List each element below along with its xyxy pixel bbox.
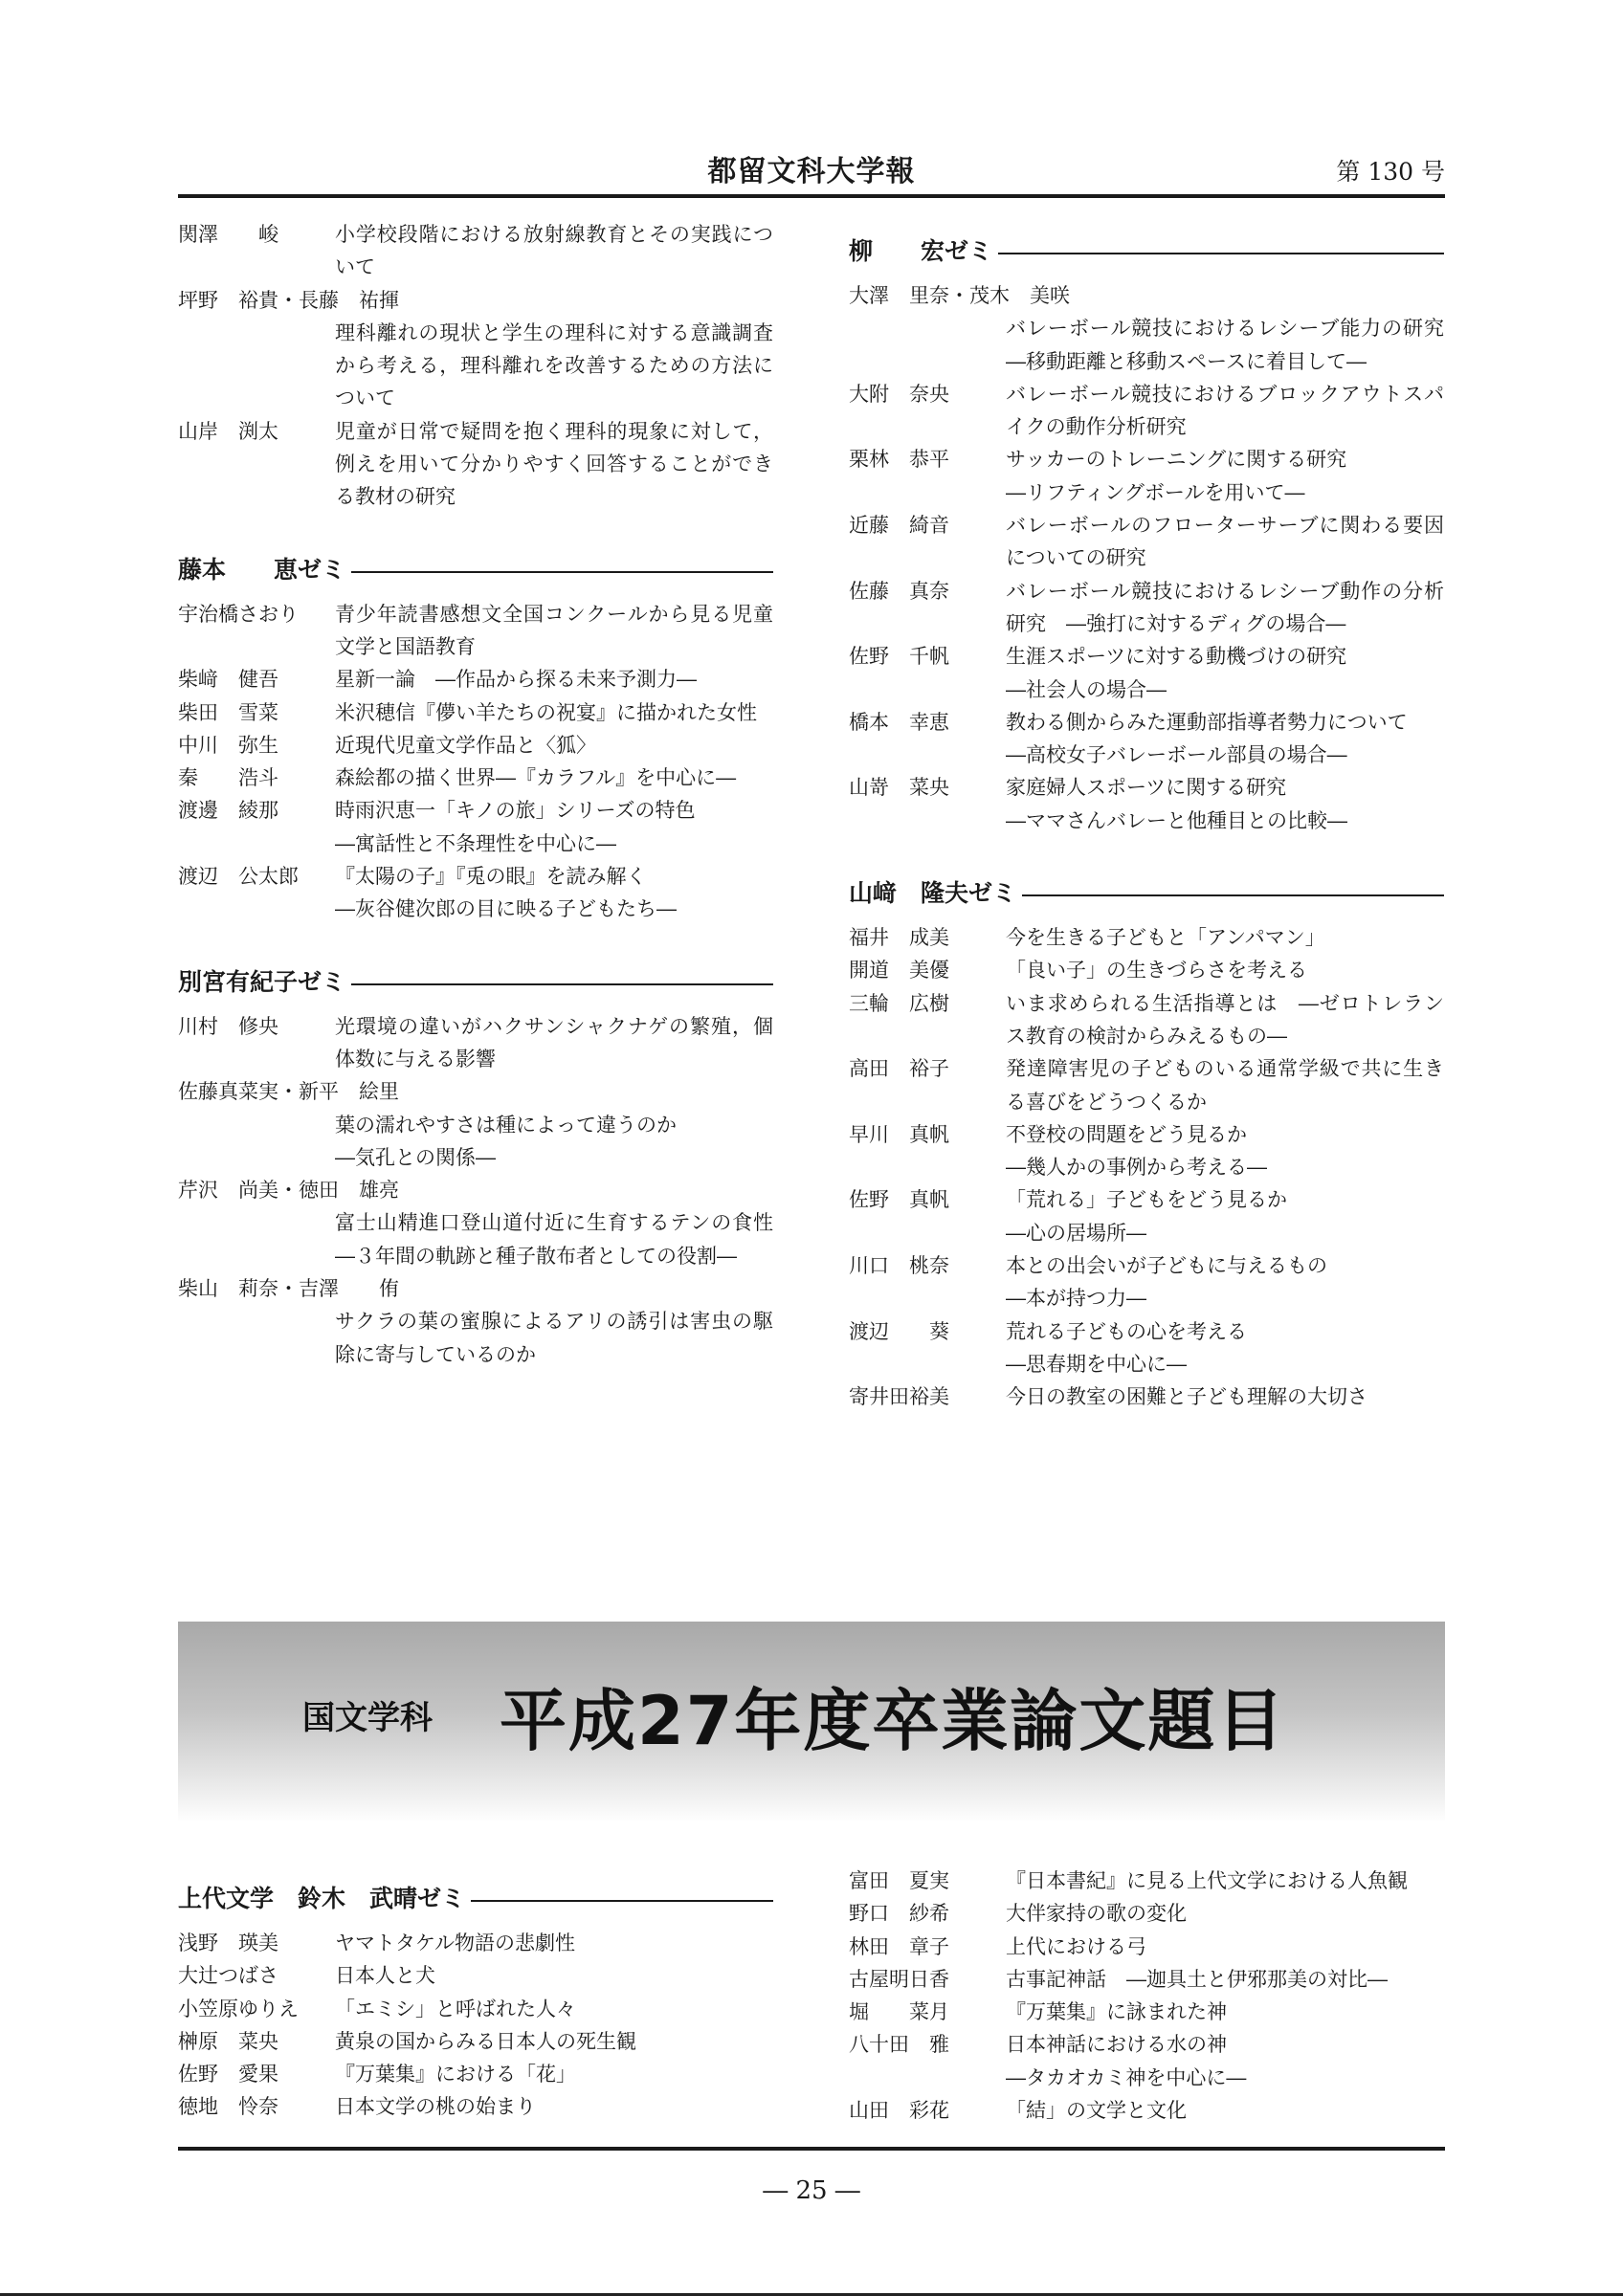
thesis-title: 教わる側からみた運動部指導者勢力について bbox=[1006, 710, 1408, 734]
thesis-title: 星新一論 ―作品から探る未来予測力― bbox=[335, 668, 697, 692]
thesis-entry bbox=[849, 1315, 1444, 1348]
thesis-title: ―ママさんバレーと他種目との比較― bbox=[1006, 808, 1347, 832]
thesis-title: 森絵都の描く世界―『カラフル』を中心に― bbox=[335, 766, 737, 790]
thesis-title: 日本文学の桃の始まり bbox=[335, 2095, 536, 2119]
thesis-title: 光環境の違いがハクサンシャクナゲの繁殖，個体数に与える影響 bbox=[335, 1014, 773, 1071]
thesis-subtitle bbox=[849, 1217, 1444, 1249]
thesis-entry bbox=[178, 1272, 773, 1305]
continuation-block bbox=[178, 218, 773, 514]
student-name: 佐野 真帆 bbox=[849, 1188, 949, 1212]
student-name: 栗林 恭平 bbox=[849, 448, 949, 472]
header-rule bbox=[178, 194, 1445, 198]
thesis-title: 富士山精進口登山道付近に生育するテンの食性 ―３年間の軌跡と種子散布者としての役割― bbox=[335, 1211, 793, 1268]
student-name: 大附 奈央 bbox=[849, 382, 949, 406]
student-name: 橋本 幸恵 bbox=[849, 710, 949, 734]
thesis-title: 近現代児童文学作品と〈狐〉 bbox=[335, 733, 596, 757]
student-name: 渡辺 葵 bbox=[849, 1319, 949, 1343]
student-name: 早川 真帆 bbox=[849, 1122, 949, 1146]
thesis-title: 上代における弓 bbox=[1006, 1934, 1146, 1958]
thesis-title: 家庭婦人スポーツに関する研究 bbox=[1006, 776, 1287, 800]
thesis-entry bbox=[178, 762, 773, 794]
thesis-subtitle bbox=[849, 1151, 1444, 1183]
thesis-entry bbox=[849, 378, 1444, 444]
student-name: 徳地 怜奈 bbox=[178, 2095, 278, 2119]
page-number: ― 25 ― bbox=[763, 2176, 860, 2205]
thesis-entry bbox=[849, 921, 1444, 954]
seminar-heading bbox=[178, 556, 773, 585]
student-name: 大辻つばさ bbox=[178, 1964, 278, 1988]
thesis-title: ―社会人の場合― bbox=[1006, 677, 1167, 701]
upper-right-column bbox=[849, 237, 1464, 1414]
thesis-subtitle bbox=[178, 828, 773, 860]
thesis-entry bbox=[849, 443, 1444, 475]
thesis-title: 今日の教室の困難と子ども理解の大切さ bbox=[1006, 1385, 1367, 1409]
page-header bbox=[178, 142, 1445, 195]
student-name: 野口 紗希 bbox=[849, 1902, 949, 1926]
thesis-subtitle bbox=[849, 2062, 1444, 2094]
thesis-title: 「荒れる」子どもをどう見るか bbox=[1006, 1188, 1287, 1212]
student-name: 佐藤 真奈 bbox=[849, 579, 949, 603]
thesis-subtitle bbox=[849, 805, 1444, 837]
footer-rule bbox=[178, 2147, 1445, 2151]
thesis-title: 古事記神話 ―迦具土と伊邪那美の対比― bbox=[1006, 1967, 1388, 1991]
student-name: 小笠原ゆりえ bbox=[178, 1997, 299, 2020]
thesis-entry bbox=[849, 575, 1444, 641]
student-name: 大澤 里奈・茂木 美咲 bbox=[849, 284, 1070, 307]
student-name: 佐藤真菜実・新平 絵里 bbox=[178, 1080, 399, 1104]
thesis-title: 発達障害児の子どものいる通常学級で共に生きる喜びをどうつくるか bbox=[1006, 1057, 1444, 1114]
thesis-subtitle bbox=[849, 476, 1444, 509]
thesis-entry bbox=[849, 771, 1444, 804]
thesis-title: 不登校の問題をどう見るか bbox=[1006, 1122, 1247, 1146]
thesis-entry bbox=[849, 1118, 1444, 1151]
thesis-title: 日本人と犬 bbox=[335, 1964, 435, 1988]
student-name: 山岸 渕太 bbox=[178, 419, 278, 443]
thesis-entry bbox=[178, 284, 773, 317]
thesis-entry bbox=[849, 1183, 1444, 1216]
student-name: 関澤 峻 bbox=[178, 223, 278, 246]
lower-left-column bbox=[178, 1885, 773, 2124]
student-name: 林田 章子 bbox=[849, 1934, 949, 1958]
student-name: 堀 菜月 bbox=[849, 2000, 949, 2024]
thesis-subtitle bbox=[178, 1141, 773, 1174]
thesis-entry bbox=[849, 706, 1444, 739]
student-name: 川口 桃奈 bbox=[849, 1254, 949, 1278]
section-banner bbox=[178, 1622, 1445, 1822]
thesis-entry bbox=[849, 2028, 1444, 2061]
thesis-entry bbox=[178, 860, 773, 893]
thesis-title: 時雨沢恵一「キノの旅」シリーズの特色 bbox=[335, 799, 696, 823]
student-name: 秦 浩斗 bbox=[178, 766, 278, 790]
seminar-section bbox=[849, 879, 1444, 1413]
thesis-title: ―灰谷健次郎の目に映る子どもたち― bbox=[335, 897, 677, 921]
thesis-title: サッカーのトレーニングに関する研究 bbox=[1006, 448, 1347, 472]
thesis-entry bbox=[178, 1959, 773, 1992]
thesis-title: ―寓話性と不条理性を中心に― bbox=[335, 831, 616, 855]
seminar-heading bbox=[178, 1885, 773, 1913]
seminar-title: 別宮有紀子ゼミ bbox=[178, 968, 351, 997]
student-name: 柴山 莉奈・吉澤 侑 bbox=[178, 1277, 399, 1301]
student-name: 山嵜 菜央 bbox=[849, 776, 949, 800]
thesis-entry bbox=[849, 509, 1444, 575]
thesis-entry bbox=[178, 1010, 773, 1076]
thesis-subtitle bbox=[178, 1305, 773, 1371]
upper-left-column bbox=[178, 218, 793, 1371]
thesis-entry bbox=[849, 1865, 1444, 1897]
student-name: 佐野 愛果 bbox=[178, 2063, 278, 2086]
seminar-section bbox=[849, 237, 1464, 837]
thesis-title: 「エミシ」と呼ばれた人々 bbox=[335, 1997, 576, 2020]
thesis-entry bbox=[849, 279, 1444, 312]
thesis-title: 『万葉集』に詠まれた神 bbox=[1006, 2000, 1227, 2024]
seminar-section bbox=[178, 556, 773, 926]
thesis-subtitle bbox=[178, 1206, 793, 1272]
thesis-subtitle bbox=[178, 1109, 773, 1141]
thesis-entry bbox=[178, 2025, 773, 2058]
student-name: 柴田 雪菜 bbox=[178, 700, 278, 724]
banner-department: 国文学科 bbox=[302, 1699, 433, 1737]
thesis-title: 「良い子」の生きづらさを考える bbox=[1006, 959, 1307, 982]
student-name: 高田 裕子 bbox=[849, 1057, 949, 1081]
thesis-title: いま求められる生活指導とは ―ゼロトレランス教育の検討からみえるもの― bbox=[1006, 991, 1444, 1048]
thesis-title: バレーボール競技におけるブロックアウトスパイクの動作分析研究 bbox=[1006, 382, 1444, 439]
thesis-entry bbox=[849, 640, 1444, 673]
student-name: 古屋明日香 bbox=[849, 1967, 949, 1991]
thesis-title: バレーボール競技におけるレシーブ動作の分析研究 ―強打に対するディグの場合― bbox=[1006, 579, 1444, 635]
lower-right-column bbox=[849, 1865, 1444, 2127]
thesis-entry bbox=[178, 1927, 773, 1959]
thesis-entry bbox=[849, 1931, 1444, 1963]
thesis-title: ―高校女子バレーボール部員の場合― bbox=[1006, 743, 1347, 767]
thesis-title: 今を生きる子どもと「アンパマン」 bbox=[1006, 926, 1325, 950]
thesis-title: 日本神話における水の神 bbox=[1006, 2033, 1227, 2057]
thesis-title: サクラの葉の蜜腺によるアリの誘引は害虫の駆除に寄与しているのか bbox=[335, 1310, 773, 1366]
thesis-title: 理科離れの現状と学生の理科に対する意識調査から考える，理科離れを改善するための方法について bbox=[335, 320, 773, 410]
thesis-title: ヤマトタケル物語の悲劇性 bbox=[335, 1932, 575, 1954]
thesis-title: ―幾人かの事例から考える― bbox=[1006, 1156, 1267, 1180]
thesis-entry bbox=[178, 2058, 773, 2090]
student-name: 浅野 瑛美 bbox=[178, 1932, 278, 1954]
thesis-title: 「結」の文学と文化 bbox=[1006, 2099, 1187, 2123]
seminar-title: 柳 宏ゼミ bbox=[849, 237, 998, 266]
journal-title: 都留文科大学報 bbox=[707, 155, 916, 188]
thesis-entry bbox=[178, 598, 773, 664]
thesis-entry bbox=[849, 1249, 1444, 1282]
student-name: 坪野 裕貴・長藤 祐揮 bbox=[178, 288, 399, 312]
thesis-entry bbox=[849, 1963, 1444, 1996]
student-name: 宇治橋さおり bbox=[178, 602, 299, 626]
thesis-title: バレーボールのフローターサーブに関わる要因についての研究 bbox=[1006, 514, 1444, 570]
thesis-entry bbox=[178, 794, 773, 827]
thesis-entry bbox=[178, 2090, 773, 2123]
thesis-title: 『万葉集』における「花」 bbox=[335, 2063, 576, 2086]
seminar-heading bbox=[849, 879, 1444, 908]
thesis-title: 米沢穂信『儚い羊たちの祝宴』に描かれた女性 bbox=[335, 700, 757, 724]
thesis-title: 葉の濡れやすさは種によって違うのか bbox=[335, 1113, 677, 1137]
thesis-subtitle bbox=[849, 312, 1464, 378]
thesis-entry bbox=[178, 1174, 773, 1206]
student-name: 開道 美優 bbox=[849, 959, 949, 982]
seminar-heading bbox=[849, 237, 1444, 266]
thesis-entry bbox=[178, 729, 773, 762]
seminar-title: 山﨑 隆夫ゼミ bbox=[849, 879, 1022, 908]
seminar-title: 上代文学 鈴木 武晴ゼミ bbox=[178, 1885, 471, 1913]
thesis-entry bbox=[178, 317, 773, 415]
thesis-entry bbox=[178, 696, 773, 729]
thesis-title: 荒れる子どもの心を考える bbox=[1006, 1319, 1247, 1343]
student-name: 佐野 千帆 bbox=[849, 645, 949, 669]
student-name: 三輪 広樹 bbox=[849, 991, 949, 1015]
thesis-subtitle bbox=[849, 1348, 1444, 1380]
thesis-title: 大伴家持の歌の変化 bbox=[1006, 1902, 1187, 1926]
banner-title: 平成27年度卒業論文題目 bbox=[500, 1682, 1286, 1760]
thesis-entry bbox=[849, 1897, 1444, 1930]
seminar-heading bbox=[178, 968, 773, 997]
thesis-entry bbox=[849, 2094, 1444, 2127]
thesis-subtitle bbox=[849, 673, 1444, 706]
thesis-entry bbox=[849, 1996, 1444, 2028]
thesis-title: ―タカオカミ神を中心に― bbox=[1006, 2065, 1247, 2089]
student-name: 福井 成美 bbox=[849, 926, 949, 950]
student-name: 芹沢 尚美・徳田 雄亮 bbox=[178, 1179, 399, 1203]
thesis-entry bbox=[178, 663, 773, 695]
thesis-title: 黄泉の国からみる日本人の死生観 bbox=[335, 2029, 636, 2053]
thesis-title: 本との出会いが子どもに与えるもの bbox=[1006, 1254, 1327, 1278]
thesis-title: ―思春期を中心に― bbox=[1006, 1352, 1187, 1376]
thesis-title: 青少年読書感想文全国コンクールから見る児童文学と国語教育 bbox=[335, 602, 773, 658]
student-name: 渡邊 綾那 bbox=[178, 799, 278, 823]
thesis-title: 児童が日常で疑問を抱く理科的現象に対して，例えを用いて分かりやすく回答することができる教材の研究 bbox=[335, 419, 773, 509]
student-name: 富田 夏実 bbox=[849, 1869, 949, 1892]
thesis-subtitle bbox=[849, 739, 1444, 771]
student-name: 川村 修央 bbox=[178, 1014, 278, 1038]
student-name: 中川 弥生 bbox=[178, 733, 278, 757]
thesis-entry bbox=[849, 1380, 1444, 1413]
thesis-entry bbox=[849, 954, 1444, 986]
thesis-title: ―気孔との関係― bbox=[335, 1145, 496, 1169]
thesis-title: 生涯スポーツに対する動機づけの研究 bbox=[1006, 645, 1347, 669]
thesis-entry bbox=[849, 987, 1444, 1053]
seminar-section bbox=[178, 967, 793, 1371]
student-name: 柴﨑 健吾 bbox=[178, 668, 278, 692]
thesis-title: バレーボール競技におけるレシーブ能力の研究 ―移動距離と移動スペースに着目して― bbox=[1006, 317, 1464, 373]
thesis-title: ―リフティングボールを用いて― bbox=[1006, 480, 1305, 504]
thesis-title: ―本が持つ力― bbox=[1006, 1287, 1146, 1311]
student-name: 渡辺 公太郎 bbox=[178, 865, 299, 889]
thesis-entry bbox=[849, 1052, 1444, 1118]
thesis-entry bbox=[178, 218, 773, 284]
thesis-subtitle bbox=[178, 893, 773, 925]
thesis-entry bbox=[178, 1075, 773, 1108]
student-name: 近藤 綺音 bbox=[849, 514, 949, 538]
student-name: 寄井田裕美 bbox=[849, 1385, 949, 1409]
student-name: 榊原 菜央 bbox=[178, 2029, 278, 2053]
student-name: 八十田 雅 bbox=[849, 2033, 949, 2057]
seminar-title: 藤本 恵ゼミ bbox=[178, 556, 351, 585]
thesis-title: ―心の居場所― bbox=[1006, 1221, 1146, 1245]
thesis-entry bbox=[178, 415, 773, 514]
thesis-title: 『太陽の子』『兎の眼』を読み解く bbox=[335, 865, 647, 889]
issue-number: 第 130 号 bbox=[1336, 158, 1445, 186]
thesis-entry bbox=[178, 1993, 773, 2025]
thesis-subtitle bbox=[849, 1282, 1444, 1314]
thesis-title: 『日本書紀』に見る上代文学における人魚観 bbox=[1006, 1869, 1408, 1892]
thesis-title: 小学校段階における放射線教育とその実践について bbox=[335, 223, 773, 279]
student-name: 山田 彩花 bbox=[849, 2099, 949, 2123]
